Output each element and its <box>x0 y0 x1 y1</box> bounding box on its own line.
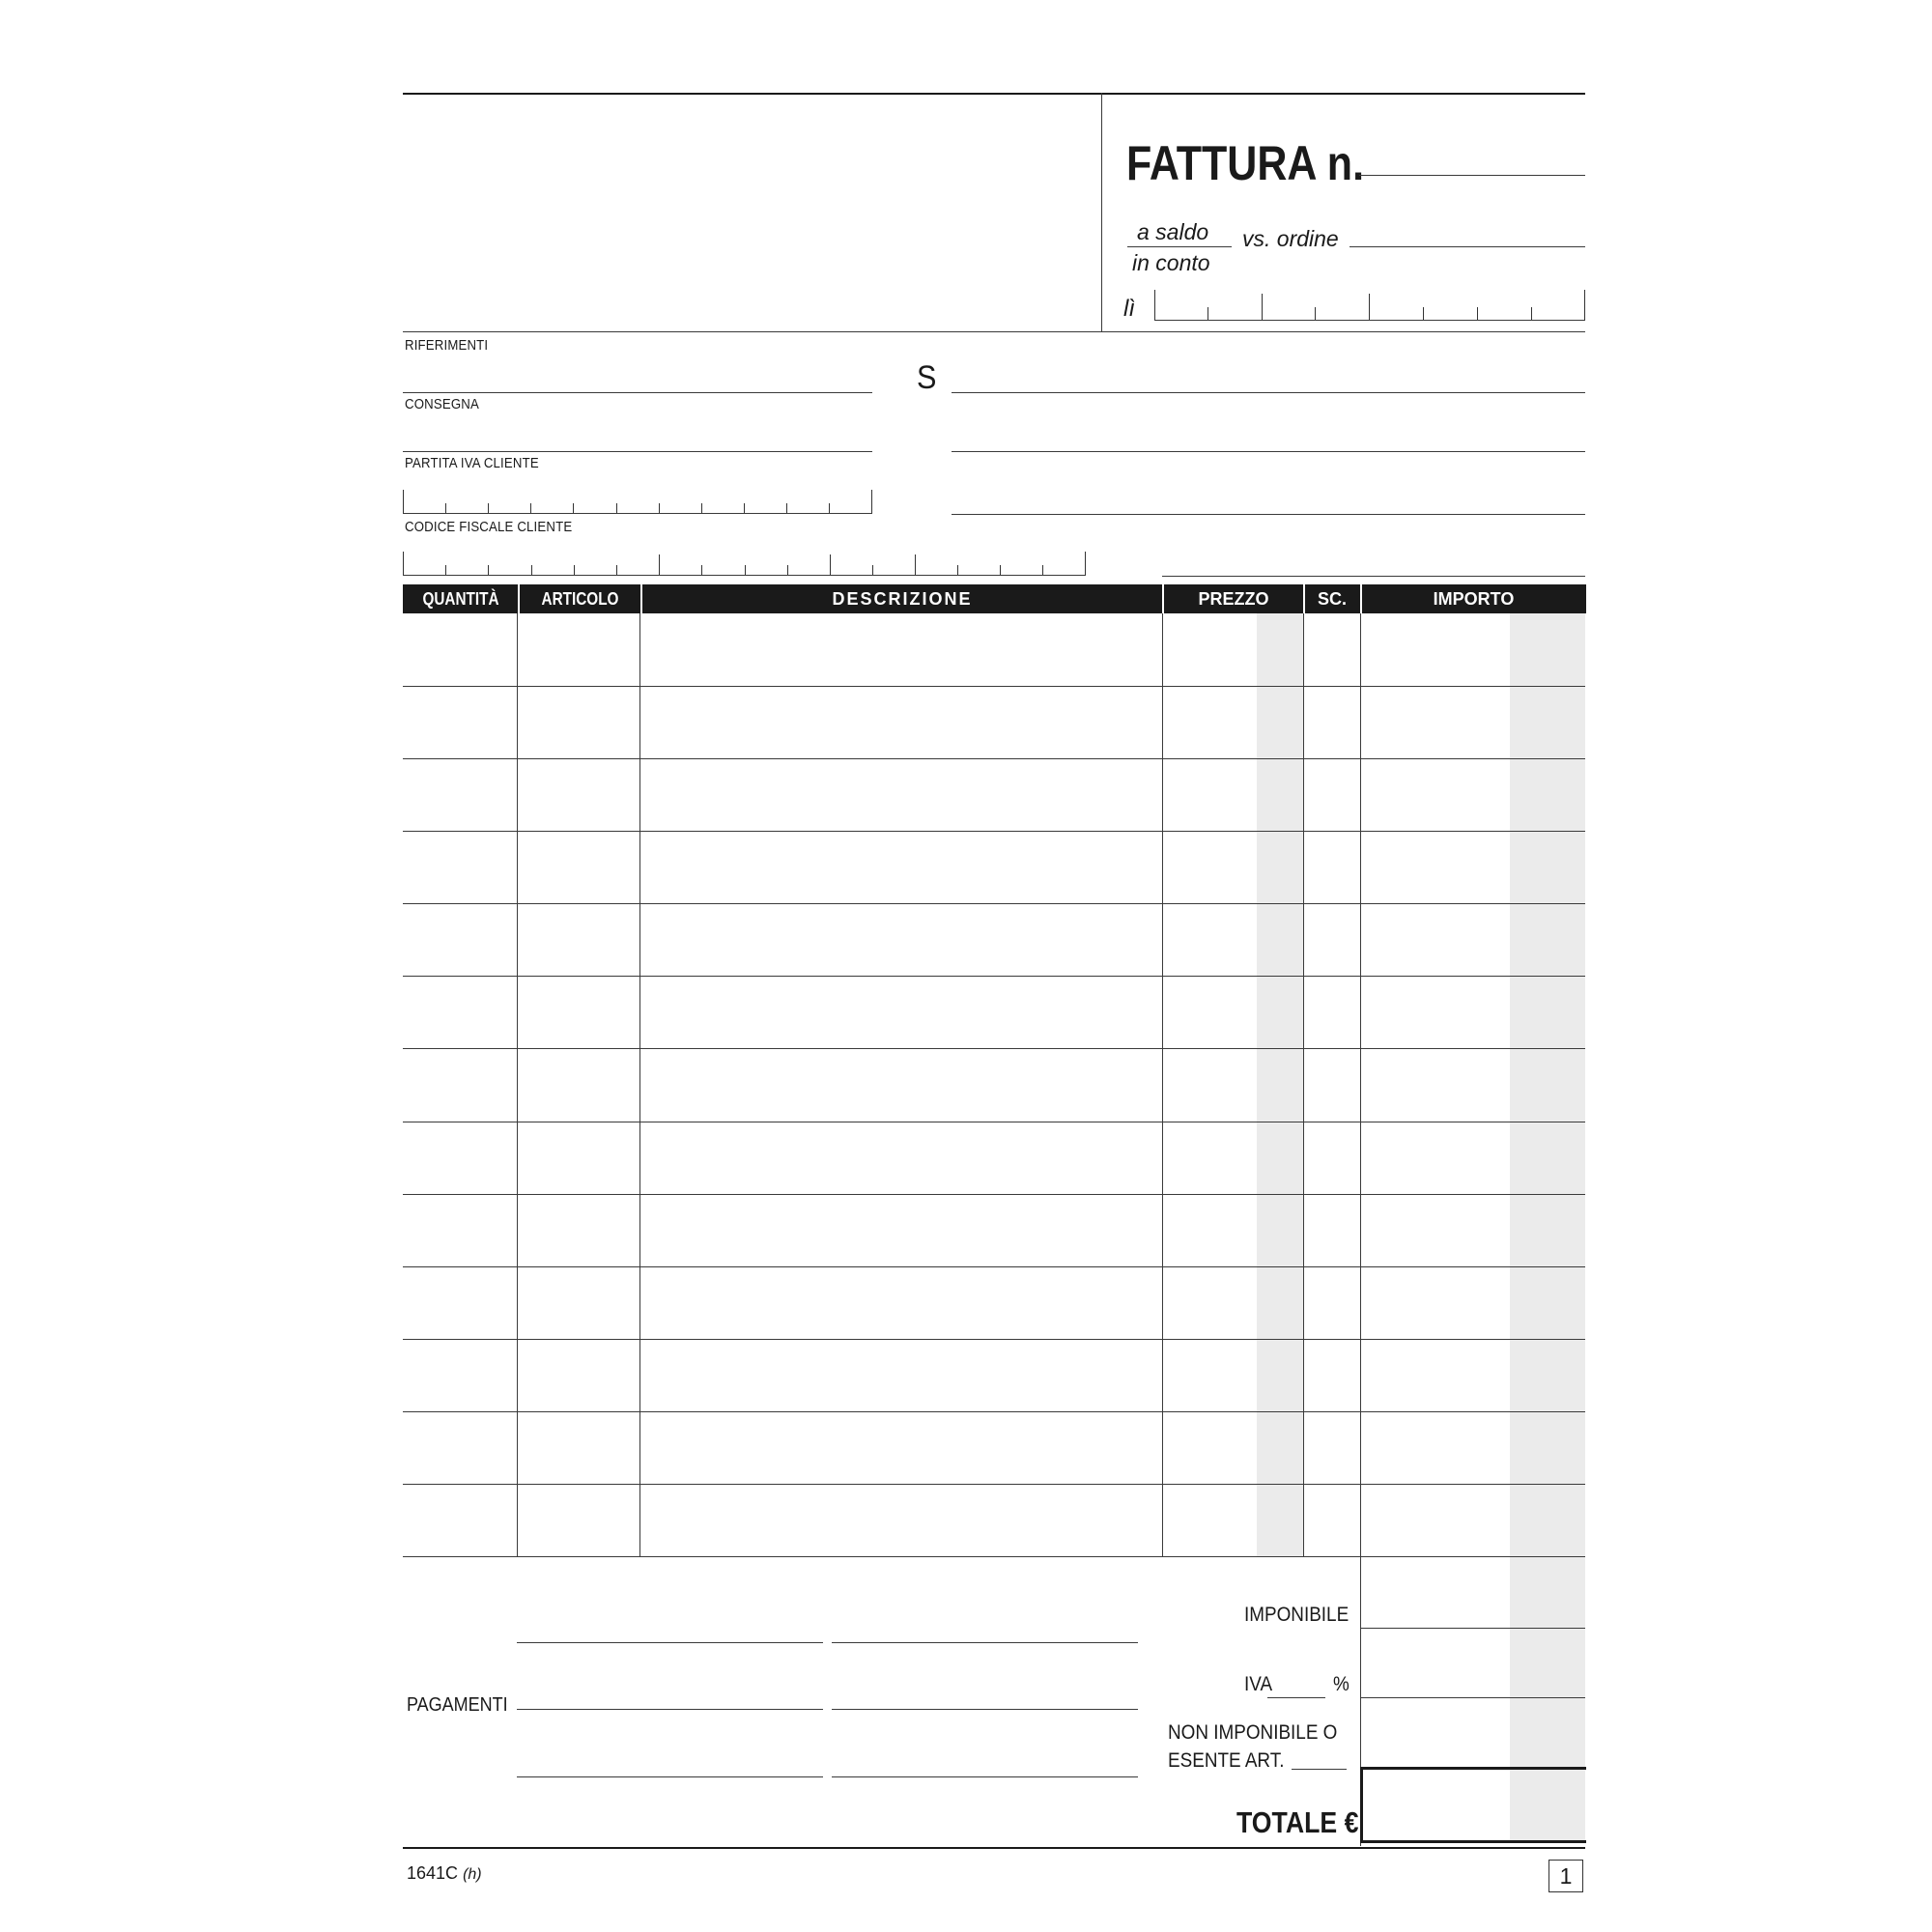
imponibile-field[interactable] <box>1360 1628 1585 1629</box>
partita-iva-field[interactable] <box>403 490 872 513</box>
col-line-2 <box>639 613 640 1557</box>
copy-number: 1 <box>1559 1862 1573 1889</box>
date-place-label: lì <box>1123 296 1135 322</box>
col-quantita: QUANTITÀ <box>422 588 499 609</box>
riferimenti-label: RIFERIMENTI <box>405 337 489 354</box>
col-line-3 <box>1162 613 1163 1557</box>
iva-percent-field[interactable] <box>1267 1697 1325 1698</box>
table-row[interactable] <box>403 903 1585 904</box>
payment-line-3b[interactable] <box>832 1776 1138 1777</box>
esente-art-field[interactable] <box>1292 1769 1347 1770</box>
table-row[interactable] <box>403 1194 1585 1195</box>
importo-decimal-shade <box>1510 613 1585 1840</box>
imponibile-label: IMPONIBILE <box>1244 1604 1350 1626</box>
iva-label: IVA <box>1244 1673 1273 1695</box>
table-row[interactable] <box>403 1048 1585 1049</box>
payment-line-3a[interactable] <box>517 1776 823 1777</box>
recipient-line-3[interactable] <box>952 514 1585 515</box>
col-line-1 <box>517 613 518 1557</box>
riferimenti-field[interactable] <box>403 392 872 393</box>
iva-percent-sign: % <box>1333 1673 1350 1695</box>
esente-art-label: ESENTE ART. <box>1168 1749 1285 1772</box>
codice-fiscale-field[interactable] <box>403 552 1086 575</box>
totale-box[interactable] <box>1360 1767 1586 1843</box>
date-field[interactable] <box>1154 290 1585 320</box>
pagamenti-label: PAGAMENTI <box>407 1694 508 1716</box>
payment-line-1a[interactable] <box>517 1642 823 1643</box>
invoice-number-field[interactable] <box>1359 175 1585 176</box>
col-articolo: ARTICOLO <box>541 588 619 609</box>
in-conto-label: in conto <box>1132 250 1210 275</box>
vs-ordine-label: vs. ordine <box>1242 226 1339 251</box>
consegna-field[interactable] <box>403 451 872 452</box>
recipient-mark: S <box>917 359 937 396</box>
recipient-line-1[interactable] <box>952 392 1585 393</box>
table-row[interactable] <box>403 1339 1585 1340</box>
table-row[interactable] <box>403 1484 1585 1485</box>
recipient-line-4[interactable] <box>1162 576 1585 577</box>
payment-line-1b[interactable] <box>832 1642 1138 1643</box>
items-table-header <box>403 584 1586 613</box>
col-prezzo: PREZZO <box>1198 588 1269 609</box>
col-importo: IMPORTO <box>1433 588 1515 609</box>
a-saldo-label: a saldo <box>1137 219 1209 244</box>
table-row[interactable] <box>403 758 1585 759</box>
copy-number-box <box>1548 1860 1583 1892</box>
totale-label: TOTALE € <box>1236 1805 1359 1839</box>
form-code <box>407 1863 482 1884</box>
bottom-border <box>403 1847 1585 1849</box>
table-row[interactable] <box>403 1266 1585 1267</box>
payment-line-2a[interactable] <box>517 1709 823 1710</box>
col-sconto: SC. <box>1317 588 1347 609</box>
invoice-title: FATTURA n. <box>1126 136 1365 190</box>
col-line-5 <box>1360 613 1361 1846</box>
header-divider <box>1101 93 1102 332</box>
order-field[interactable] <box>1350 246 1585 247</box>
codice-fiscale-label: CODICE FISCALE CLIENTE <box>405 519 573 535</box>
recipient-line-2[interactable] <box>952 451 1585 452</box>
table-row[interactable] <box>403 831 1585 832</box>
prezzo-decimal-shade <box>1257 613 1303 1557</box>
form-code-suffix: (h) <box>463 1866 482 1883</box>
top-border <box>403 93 1585 95</box>
consegna-label: CONSEGNA <box>405 396 479 412</box>
header-bottom-border <box>403 331 1585 332</box>
partita-iva-label: PARTITA IVA CLIENTE <box>405 455 539 471</box>
table-row[interactable] <box>403 1411 1585 1412</box>
form-code-number: 1641C <box>407 1863 459 1883</box>
table-row[interactable] <box>403 1556 1585 1557</box>
iva-field[interactable] <box>1360 1697 1585 1698</box>
col-line-4 <box>1303 613 1304 1557</box>
table-row[interactable] <box>403 976 1585 977</box>
table-row[interactable] <box>403 686 1585 687</box>
saldo-conto-divider <box>1127 246 1232 247</box>
non-imponibile-label: NON IMPONIBILE O <box>1168 1721 1338 1744</box>
col-descrizione: DESCRIZIONE <box>832 588 973 609</box>
payment-line-2b[interactable] <box>832 1709 1138 1710</box>
